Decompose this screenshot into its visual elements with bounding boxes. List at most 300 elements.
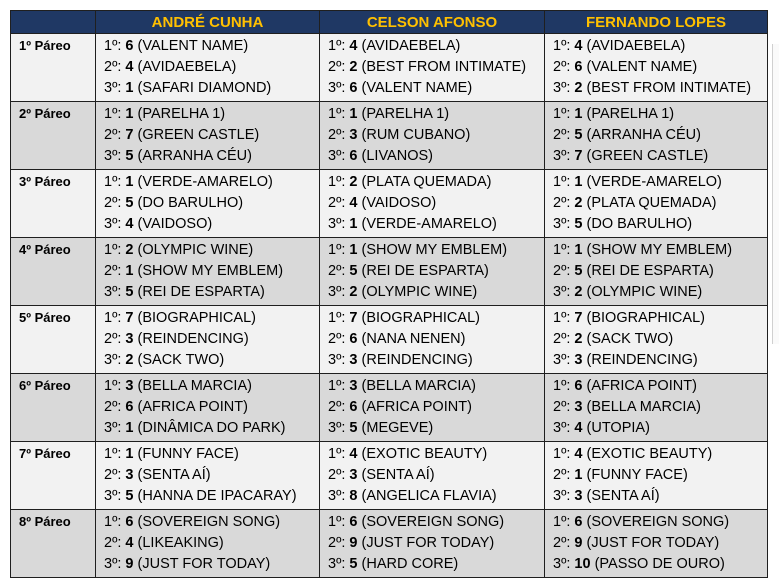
pick-line <box>104 104 319 125</box>
pick-number: 5 <box>349 263 358 279</box>
pick-line <box>104 282 319 303</box>
race-label: 3º Páreo <box>11 170 96 238</box>
pick-cell <box>320 238 545 306</box>
pick-line <box>104 261 319 282</box>
pick-line <box>104 418 319 439</box>
pick-horse: (SENTA AÍ) <box>361 467 435 483</box>
pick-line <box>553 104 767 125</box>
pick-horse: (PLATA QUEMADA) <box>361 174 492 190</box>
pick-number: 1 <box>125 80 134 96</box>
pick-horse: (GREEN CASTLE) <box>586 148 709 164</box>
race-label: 4º Páreo <box>11 238 96 306</box>
pick-number: 6 <box>574 59 583 75</box>
pick-number: 2 <box>349 284 358 300</box>
pick-position: 1º: <box>104 514 122 530</box>
pick-line <box>104 57 319 78</box>
pick-number: 6 <box>349 148 358 164</box>
table-row <box>11 306 768 374</box>
pick-number: 5 <box>349 420 358 436</box>
pick-position: 2º: <box>553 467 571 483</box>
header-row <box>11 11 768 34</box>
pick-line <box>104 376 319 397</box>
pick-number: 2 <box>574 80 583 96</box>
pick-line <box>104 444 319 465</box>
pick-cell <box>545 34 768 102</box>
pick-horse: (JUST FOR TODAY) <box>361 535 495 551</box>
pick-number: 4 <box>574 446 583 462</box>
pick-number: 9 <box>574 535 583 551</box>
pick-horse: (RUM CUBANO) <box>361 127 471 143</box>
pick-line <box>328 329 544 350</box>
pick-cell <box>545 170 768 238</box>
pick-cell <box>96 170 320 238</box>
pick-line <box>328 554 544 575</box>
pick-position: 3º: <box>104 556 122 572</box>
header-corner <box>11 11 96 34</box>
pick-horse: (ARRANHA CÉU) <box>586 127 701 143</box>
pick-position: 2º: <box>328 59 346 75</box>
pick-line <box>328 512 544 533</box>
pick-cell <box>320 102 545 170</box>
pick-line <box>328 240 544 261</box>
pick-position: 2º: <box>104 467 122 483</box>
pick-position: 1º: <box>553 38 571 54</box>
race-label: 7º Páreo <box>11 442 96 510</box>
pick-cell <box>96 374 320 442</box>
pick-position: 2º: <box>104 127 122 143</box>
pick-position: 3º: <box>104 80 122 96</box>
table-row <box>11 374 768 442</box>
pick-horse: (AVIDAEBELA) <box>586 38 686 54</box>
pick-horse: (NANA NENEN) <box>361 331 466 347</box>
pick-number: 7 <box>349 310 358 326</box>
pick-number: 2 <box>574 195 583 211</box>
pick-line <box>104 329 319 350</box>
pick-position: 3º: <box>328 556 346 572</box>
pick-position: 3º: <box>104 148 122 164</box>
header-tipster-1: ANDRÉ CUNHA <box>96 11 320 34</box>
pick-line <box>553 486 767 507</box>
pick-number: 4 <box>349 38 358 54</box>
pick-line <box>104 240 319 261</box>
pick-number: 1 <box>125 446 134 462</box>
header-tipster-3: FERNANDO LOPES <box>545 11 768 34</box>
pick-number: 1 <box>125 174 134 190</box>
pick-horse: (UTOPIA) <box>586 420 650 436</box>
pick-number: 5 <box>125 148 134 164</box>
pick-horse: (VERDE-AMARELO) <box>586 174 722 190</box>
scrollbar-edge[interactable] <box>772 44 779 344</box>
pick-number: 3 <box>125 331 134 347</box>
pick-horse: (BIOGRAPHICAL) <box>137 310 256 326</box>
pick-number: 10 <box>574 556 591 572</box>
pick-cell <box>96 442 320 510</box>
pick-position: 3º: <box>553 216 571 232</box>
pick-horse: (SOVEREIGN SONG) <box>586 514 730 530</box>
pick-line <box>328 172 544 193</box>
pick-horse: (PLATA QUEMADA) <box>586 195 717 211</box>
pick-line <box>553 282 767 303</box>
picks-sheet <box>10 10 768 578</box>
pick-line <box>553 172 767 193</box>
pick-position: 2º: <box>553 263 571 279</box>
pick-number: 5 <box>125 195 134 211</box>
pick-line <box>328 465 544 486</box>
pick-horse: (SENTA AÍ) <box>137 467 211 483</box>
pick-horse: (AVIDAEBELA) <box>137 59 237 75</box>
pick-number: 6 <box>349 331 358 347</box>
pick-line <box>553 57 767 78</box>
pick-number: 3 <box>574 352 583 368</box>
pick-cell <box>320 170 545 238</box>
pick-number: 4 <box>125 59 134 75</box>
pick-number: 1 <box>574 242 583 258</box>
pick-horse: (SENTA AÍ) <box>586 488 660 504</box>
pick-line <box>328 214 544 235</box>
pick-position: 3º: <box>328 488 346 504</box>
pick-position: 1º: <box>553 378 571 394</box>
pick-number: 6 <box>125 399 134 415</box>
pick-number: 1 <box>574 106 583 122</box>
pick-horse: (REINDENCING) <box>137 331 249 347</box>
pick-line <box>328 125 544 146</box>
pick-horse: (PASSO DE OURO) <box>594 556 725 572</box>
pick-horse: (SOVEREIGN SONG) <box>361 514 505 530</box>
pick-position: 1º: <box>328 446 346 462</box>
pick-horse: (FUNNY FACE) <box>137 446 239 462</box>
pick-position: 1º: <box>104 242 122 258</box>
pick-line <box>328 36 544 57</box>
pick-horse: (SACK TWO) <box>137 352 225 368</box>
pick-number: 7 <box>125 127 134 143</box>
pick-line <box>328 146 544 167</box>
pick-position: 1º: <box>328 106 346 122</box>
pick-number: 6 <box>125 38 134 54</box>
pick-horse: (SOVEREIGN SONG) <box>137 514 281 530</box>
pick-horse: (VALENT NAME) <box>137 38 249 54</box>
pick-number: 2 <box>125 352 134 368</box>
pick-position: 1º: <box>553 242 571 258</box>
pick-horse: (VAIDOSO) <box>361 195 437 211</box>
pick-cell <box>320 34 545 102</box>
pick-position: 1º: <box>104 310 122 326</box>
pick-line <box>328 78 544 99</box>
pick-cell <box>545 238 768 306</box>
pick-horse: (REINDENCING) <box>361 352 473 368</box>
pick-number: 5 <box>574 127 583 143</box>
pick-number: 4 <box>574 420 583 436</box>
pick-line <box>553 533 767 554</box>
pick-horse: (OLYMPIC WINE) <box>137 242 254 258</box>
table-row <box>11 442 768 510</box>
pick-line <box>553 444 767 465</box>
pick-number: 4 <box>125 535 134 551</box>
pick-line <box>553 261 767 282</box>
pick-position: 2º: <box>553 331 571 347</box>
pick-number: 7 <box>125 310 134 326</box>
table-row <box>11 170 768 238</box>
pick-cell <box>545 374 768 442</box>
pick-line <box>553 308 767 329</box>
pick-position: 3º: <box>104 488 122 504</box>
pick-line <box>553 193 767 214</box>
pick-horse: (ARRANHA CÉU) <box>137 148 252 164</box>
pick-position: 1º: <box>553 174 571 190</box>
pick-line <box>553 465 767 486</box>
pick-horse: (BEST FROM INTIMATE) <box>586 80 752 96</box>
pick-number: 1 <box>349 242 358 258</box>
pick-position: 2º: <box>328 467 346 483</box>
pick-horse: (AFRICA POINT) <box>586 378 697 394</box>
pick-cell <box>545 102 768 170</box>
pick-horse: (MEGEVE) <box>361 420 434 436</box>
race-label: 8º Páreo <box>11 510 96 578</box>
pick-number: 2 <box>574 331 583 347</box>
pick-line <box>328 282 544 303</box>
pick-horse: (BELLA MARCIA) <box>137 378 252 394</box>
table-body <box>11 34 768 578</box>
table-row <box>11 34 768 102</box>
race-label: 6º Páreo <box>11 374 96 442</box>
pick-line <box>328 418 544 439</box>
pick-horse: (EXOTIC BEAUTY) <box>361 446 488 462</box>
pick-number: 5 <box>574 216 583 232</box>
pick-line <box>553 125 767 146</box>
pick-position: 3º: <box>328 284 346 300</box>
pick-position: 1º: <box>328 310 346 326</box>
pick-number: 3 <box>125 378 134 394</box>
pick-horse: (JUST FOR TODAY) <box>586 535 720 551</box>
pick-number: 2 <box>349 59 358 75</box>
pick-cell <box>96 102 320 170</box>
pick-line <box>104 125 319 146</box>
pick-line <box>553 554 767 575</box>
pick-horse: (PARELHA 1) <box>586 106 675 122</box>
pick-number: 1 <box>125 106 134 122</box>
pick-position: 3º: <box>553 284 571 300</box>
pick-position: 1º: <box>328 174 346 190</box>
pick-line <box>104 146 319 167</box>
pick-horse: (REINDENCING) <box>586 352 698 368</box>
pick-position: 1º: <box>104 106 122 122</box>
pick-position: 1º: <box>328 242 346 258</box>
pick-position: 1º: <box>553 310 571 326</box>
pick-line <box>328 533 544 554</box>
pick-line <box>328 104 544 125</box>
pick-number: 5 <box>125 284 134 300</box>
pick-number: 3 <box>349 378 358 394</box>
pick-line <box>553 36 767 57</box>
pick-horse: (PARELHA 1) <box>137 106 226 122</box>
pick-line <box>104 350 319 371</box>
pick-number: 5 <box>125 488 134 504</box>
pick-number: 3 <box>574 399 583 415</box>
pick-cell <box>545 442 768 510</box>
pick-horse: (BELLA MARCIA) <box>586 399 701 415</box>
pick-line <box>328 397 544 418</box>
pick-cell <box>545 510 768 578</box>
pick-position: 1º: <box>553 514 571 530</box>
pick-horse: (VALENT NAME) <box>361 80 473 96</box>
pick-number: 2 <box>349 174 358 190</box>
pick-line <box>104 397 319 418</box>
pick-number: 4 <box>125 216 134 232</box>
pick-position: 2º: <box>328 399 346 415</box>
pick-cell <box>320 442 545 510</box>
pick-position: 2º: <box>328 195 346 211</box>
pick-position: 2º: <box>553 195 571 211</box>
pick-horse: (DO BARULHO) <box>586 216 693 232</box>
pick-position: 3º: <box>328 352 346 368</box>
pick-number: 4 <box>574 38 583 54</box>
pick-position: 3º: <box>553 148 571 164</box>
pick-number: 3 <box>125 467 134 483</box>
pick-line <box>328 376 544 397</box>
pick-position: 2º: <box>104 59 122 75</box>
pick-number: 7 <box>574 148 583 164</box>
pick-number: 3 <box>349 352 358 368</box>
pick-horse: (BEST FROM INTIMATE) <box>361 59 527 75</box>
pick-number: 1 <box>125 263 134 279</box>
pick-horse: (OLYMPIC WINE) <box>586 284 703 300</box>
pick-number: 2 <box>125 242 134 258</box>
pick-line <box>328 193 544 214</box>
pick-horse: (SAFARI DIAMOND) <box>137 80 272 96</box>
pick-position: 3º: <box>328 216 346 232</box>
pick-line <box>104 172 319 193</box>
table-row <box>11 510 768 578</box>
pick-position: 1º: <box>328 514 346 530</box>
pick-position: 2º: <box>328 263 346 279</box>
pick-number: 4 <box>349 195 358 211</box>
table-row <box>11 238 768 306</box>
pick-number: 8 <box>349 488 358 504</box>
pick-position: 1º: <box>104 446 122 462</box>
race-label: 1º Páreo <box>11 34 96 102</box>
pick-horse: (REI DE ESPARTA) <box>137 284 265 300</box>
pick-position: 3º: <box>104 284 122 300</box>
pick-line <box>328 486 544 507</box>
pick-line <box>553 397 767 418</box>
pick-position: 2º: <box>328 331 346 347</box>
pick-number: 9 <box>349 535 358 551</box>
pick-cell <box>96 34 320 102</box>
pick-number: 2 <box>574 284 583 300</box>
pick-horse: (VAIDOSO) <box>137 216 213 232</box>
pick-position: 3º: <box>104 352 122 368</box>
header-tipster-2: CELSON AFONSO <box>320 11 545 34</box>
pick-number: 4 <box>349 446 358 462</box>
pick-number: 3 <box>349 467 358 483</box>
pick-line <box>104 486 319 507</box>
pick-line <box>328 261 544 282</box>
pick-horse: (LIVANOS) <box>361 148 433 164</box>
pick-number: 3 <box>574 488 583 504</box>
pick-number: 6 <box>349 399 358 415</box>
pick-position: 3º: <box>553 352 571 368</box>
pick-number: 6 <box>349 514 358 530</box>
pick-line <box>104 308 319 329</box>
pick-number: 9 <box>125 556 134 572</box>
pick-cell <box>545 306 768 374</box>
pick-number: 6 <box>574 514 583 530</box>
pick-number: 5 <box>349 556 358 572</box>
pick-position: 2º: <box>553 59 571 75</box>
pick-line <box>328 350 544 371</box>
pick-line <box>104 214 319 235</box>
pick-position: 2º: <box>104 399 122 415</box>
pick-position: 2º: <box>553 535 571 551</box>
pick-line <box>553 214 767 235</box>
pick-horse: (SHOW MY EMBLEM) <box>586 242 733 258</box>
pick-horse: (AFRICA POINT) <box>137 399 248 415</box>
pick-horse: (ANGELICA FLAVIA) <box>361 488 497 504</box>
pick-position: 2º: <box>104 195 122 211</box>
pick-number: 7 <box>574 310 583 326</box>
pick-horse: (DINÂMICA DO PARK) <box>137 420 286 436</box>
pick-horse: (PARELHA 1) <box>361 106 450 122</box>
pick-line <box>553 376 767 397</box>
pick-line <box>553 418 767 439</box>
pick-line <box>328 57 544 78</box>
pick-line <box>104 554 319 575</box>
pick-position: 1º: <box>104 174 122 190</box>
pick-horse: (GREEN CASTLE) <box>137 127 260 143</box>
race-label: 5º Páreo <box>11 306 96 374</box>
pick-number: 3 <box>349 127 358 143</box>
pick-position: 2º: <box>553 127 571 143</box>
pick-number: 1 <box>349 106 358 122</box>
pick-position: 1º: <box>104 378 122 394</box>
pick-horse: (BIOGRAPHICAL) <box>586 310 705 326</box>
pick-line <box>104 193 319 214</box>
pick-horse: (BELLA MARCIA) <box>361 378 476 394</box>
pick-position: 3º: <box>553 488 571 504</box>
pick-number: 6 <box>574 378 583 394</box>
pick-position: 1º: <box>328 38 346 54</box>
pick-position: 2º: <box>328 127 346 143</box>
pick-line <box>104 36 319 57</box>
pick-number: 6 <box>349 80 358 96</box>
pick-position: 3º: <box>328 80 346 96</box>
picks-table <box>10 10 768 578</box>
pick-position: 3º: <box>553 420 571 436</box>
pick-line <box>104 533 319 554</box>
pick-position: 3º: <box>328 148 346 164</box>
pick-position: 3º: <box>104 420 122 436</box>
pick-number: 6 <box>125 514 134 530</box>
pick-line <box>553 240 767 261</box>
pick-position: 2º: <box>104 263 122 279</box>
pick-line <box>104 512 319 533</box>
pick-position: 3º: <box>104 216 122 232</box>
pick-number: 1 <box>349 216 358 232</box>
pick-position: 2º: <box>104 331 122 347</box>
pick-cell <box>320 510 545 578</box>
pick-number: 1 <box>125 420 134 436</box>
pick-horse: (EXOTIC BEAUTY) <box>586 446 713 462</box>
pick-cell <box>96 238 320 306</box>
pick-cell <box>320 306 545 374</box>
pick-line <box>553 512 767 533</box>
pick-horse: (FUNNY FACE) <box>586 467 688 483</box>
pick-horse: (REI DE ESPARTA) <box>586 263 714 279</box>
pick-line <box>553 146 767 167</box>
pick-horse: (VERDE-AMARELO) <box>361 216 497 232</box>
pick-line <box>328 444 544 465</box>
pick-horse: (OLYMPIC WINE) <box>361 284 478 300</box>
pick-horse: (AVIDAEBELA) <box>361 38 461 54</box>
